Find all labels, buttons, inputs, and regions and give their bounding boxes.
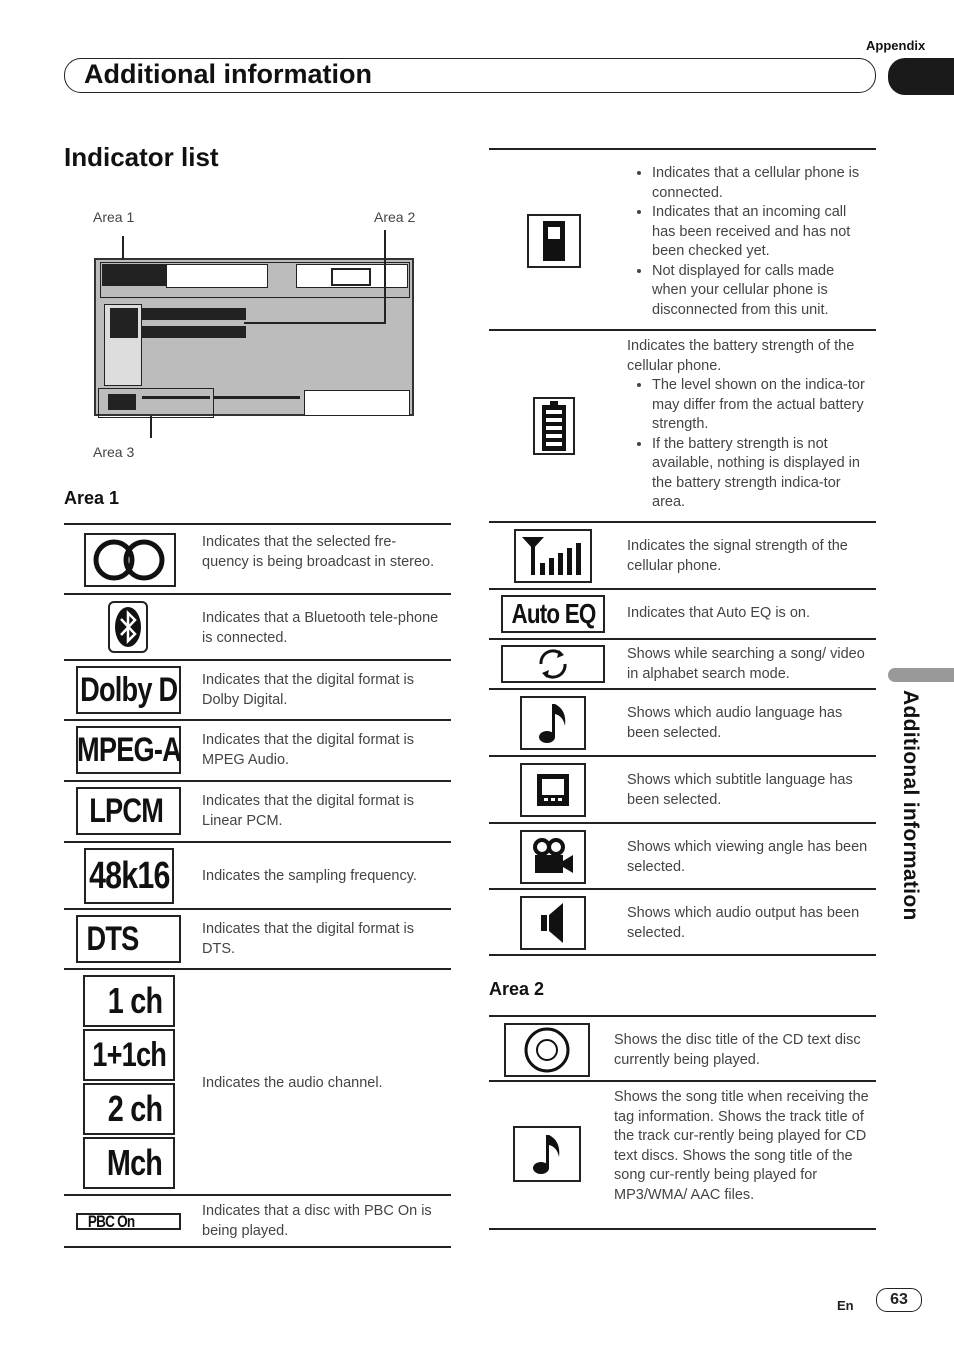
- row-text: Indicates that the selected fre-quency is being broadcast in stereo.: [202, 534, 435, 570]
- bullet-item: • Not displayed for calls made when your cellular phone is disconnected from this unit.: [652, 262, 869, 321]
- row-text: Indicates that a Bluetooth tele-phone is connected.: [202, 610, 439, 646]
- bluetooth-icon: [108, 601, 148, 653]
- table-row: [64, 721, 451, 782]
- table-row: [489, 890, 876, 956]
- area1-heading: Area 1: [64, 488, 120, 508]
- channel-1ch-icon: 1 ch: [83, 975, 175, 1027]
- row-text: Indicates the sampling frequency.: [202, 868, 417, 884]
- dts-icon: DTS: [76, 915, 181, 963]
- disc-icon: [504, 1023, 590, 1077]
- row-text: Indicates that the digital format is MPEG Audio.: [202, 732, 414, 768]
- bullet-item: • Indicates that an incoming call has been received and has not been checked yet.: [652, 203, 869, 262]
- song-note-icon: [513, 1126, 581, 1182]
- table-row: [489, 1015, 876, 1082]
- camera-icon: [520, 830, 586, 884]
- table-row: [489, 590, 876, 640]
- table-row: [64, 595, 451, 661]
- table-row: [64, 843, 451, 910]
- row-text: Shows the disc title of the CD text disc currently being played.: [614, 1032, 861, 1068]
- lpcm-icon: LPCM: [76, 787, 181, 835]
- side-label: Additional information: [899, 690, 922, 921]
- bullet-item: • If the battery strength is not available, nothing is displayed in the battery strength indica-tor area.: [652, 435, 869, 513]
- channel-1plus1ch-icon: 1+1ch: [83, 1029, 175, 1081]
- table-row: [489, 824, 876, 890]
- table-row: [64, 661, 451, 721]
- table-row: [489, 331, 876, 523]
- table-row: [64, 970, 451, 1196]
- channel-2ch-icon: 2 ch: [83, 1083, 175, 1135]
- area3-pointer: [150, 416, 152, 438]
- area2-pointer: [384, 230, 386, 324]
- table-row: [64, 1196, 451, 1248]
- row-text: Shows which audio language has been selected.: [627, 705, 843, 741]
- display-diagram: [94, 258, 414, 416]
- battery-icon: [533, 397, 575, 455]
- table-row: [64, 523, 451, 595]
- sampling-frequency-icon: 48k16: [84, 848, 174, 904]
- area2-heading: Area 2: [489, 979, 545, 999]
- auto-eq-icon: Auto EQ: [501, 595, 605, 633]
- table-row: [64, 782, 451, 843]
- speaker-icon: [520, 896, 586, 950]
- language-label: En: [837, 1298, 854, 1313]
- dolby-d-icon: Dolby D: [76, 666, 181, 714]
- signal-strength-icon: [514, 529, 592, 583]
- channel-mch-icon: Mch: [83, 1137, 175, 1189]
- bullet-item: • Indicates that a cellular phone is connected.: [652, 164, 869, 203]
- row-text: Indicates the audio channel.: [202, 1075, 383, 1091]
- row-text: Indicates that Auto EQ is on.: [627, 605, 810, 621]
- row-text: Indicates that a disc with PBC On is being played.: [202, 1203, 432, 1239]
- intro-text: Indicates the battery strength of the cellular phone.: [627, 338, 855, 374]
- table-row: [489, 757, 876, 824]
- area2-pointer-h: [244, 322, 386, 324]
- search-icon: [501, 645, 605, 683]
- side-tab: [888, 668, 954, 682]
- section-title: Additional information: [84, 59, 372, 89]
- stereo-icon: [84, 533, 176, 587]
- page-number: 63: [876, 1288, 922, 1312]
- row-text: Shows which viewing angle has been selected.: [627, 839, 868, 875]
- row-text: Shows which audio output has been selected.: [627, 905, 860, 941]
- row-text: Shows which subtitle language has been selected.: [627, 772, 853, 808]
- row-text: Shows the song title when receiving the tag information. Shows the track title of the track cur-rently being played for CD text discs. Shows the song title of the song cur-rently being played for MP3/WMA/ AAC files.: [614, 1089, 869, 1203]
- row-text: Indicates the signal strength of the cellular phone.: [627, 538, 848, 574]
- section-tab: [888, 58, 954, 95]
- cellphone-icon: [527, 214, 581, 268]
- mpeg-a-icon: MPEG-A: [76, 726, 181, 774]
- area3-caption: Area 3: [93, 444, 135, 460]
- page-title: Indicator list: [64, 142, 219, 172]
- bullet-item: • The level shown on the indica-tor may differ from the actual battery strength.: [652, 376, 869, 435]
- row-text: [627, 164, 869, 320]
- area1-caption: Area 1: [93, 209, 135, 225]
- appendix-label: Appendix: [866, 38, 926, 53]
- table-row: [489, 640, 876, 690]
- area1-pointer: [122, 236, 124, 260]
- table-row: [64, 910, 451, 970]
- area2-caption: Area 2: [374, 209, 416, 225]
- table-row: [489, 523, 876, 590]
- music-note-icon: [520, 696, 586, 750]
- row-text: Indicates that the digital format is Dolby Digital.: [202, 672, 414, 708]
- subtitle-icon: [520, 763, 586, 817]
- row-text: Indicates that the digital format is DTS.: [202, 921, 414, 957]
- row-text: [627, 337, 869, 513]
- row-text: Indicates that the digital format is Linear PCM.: [202, 793, 414, 829]
- table-row: [489, 690, 876, 757]
- table-row: [489, 1082, 876, 1230]
- row-text: Shows while searching a song/ video in alphabet search mode.: [627, 646, 865, 682]
- pbc-on-icon: PBC On: [76, 1213, 181, 1230]
- table-row: [489, 148, 876, 331]
